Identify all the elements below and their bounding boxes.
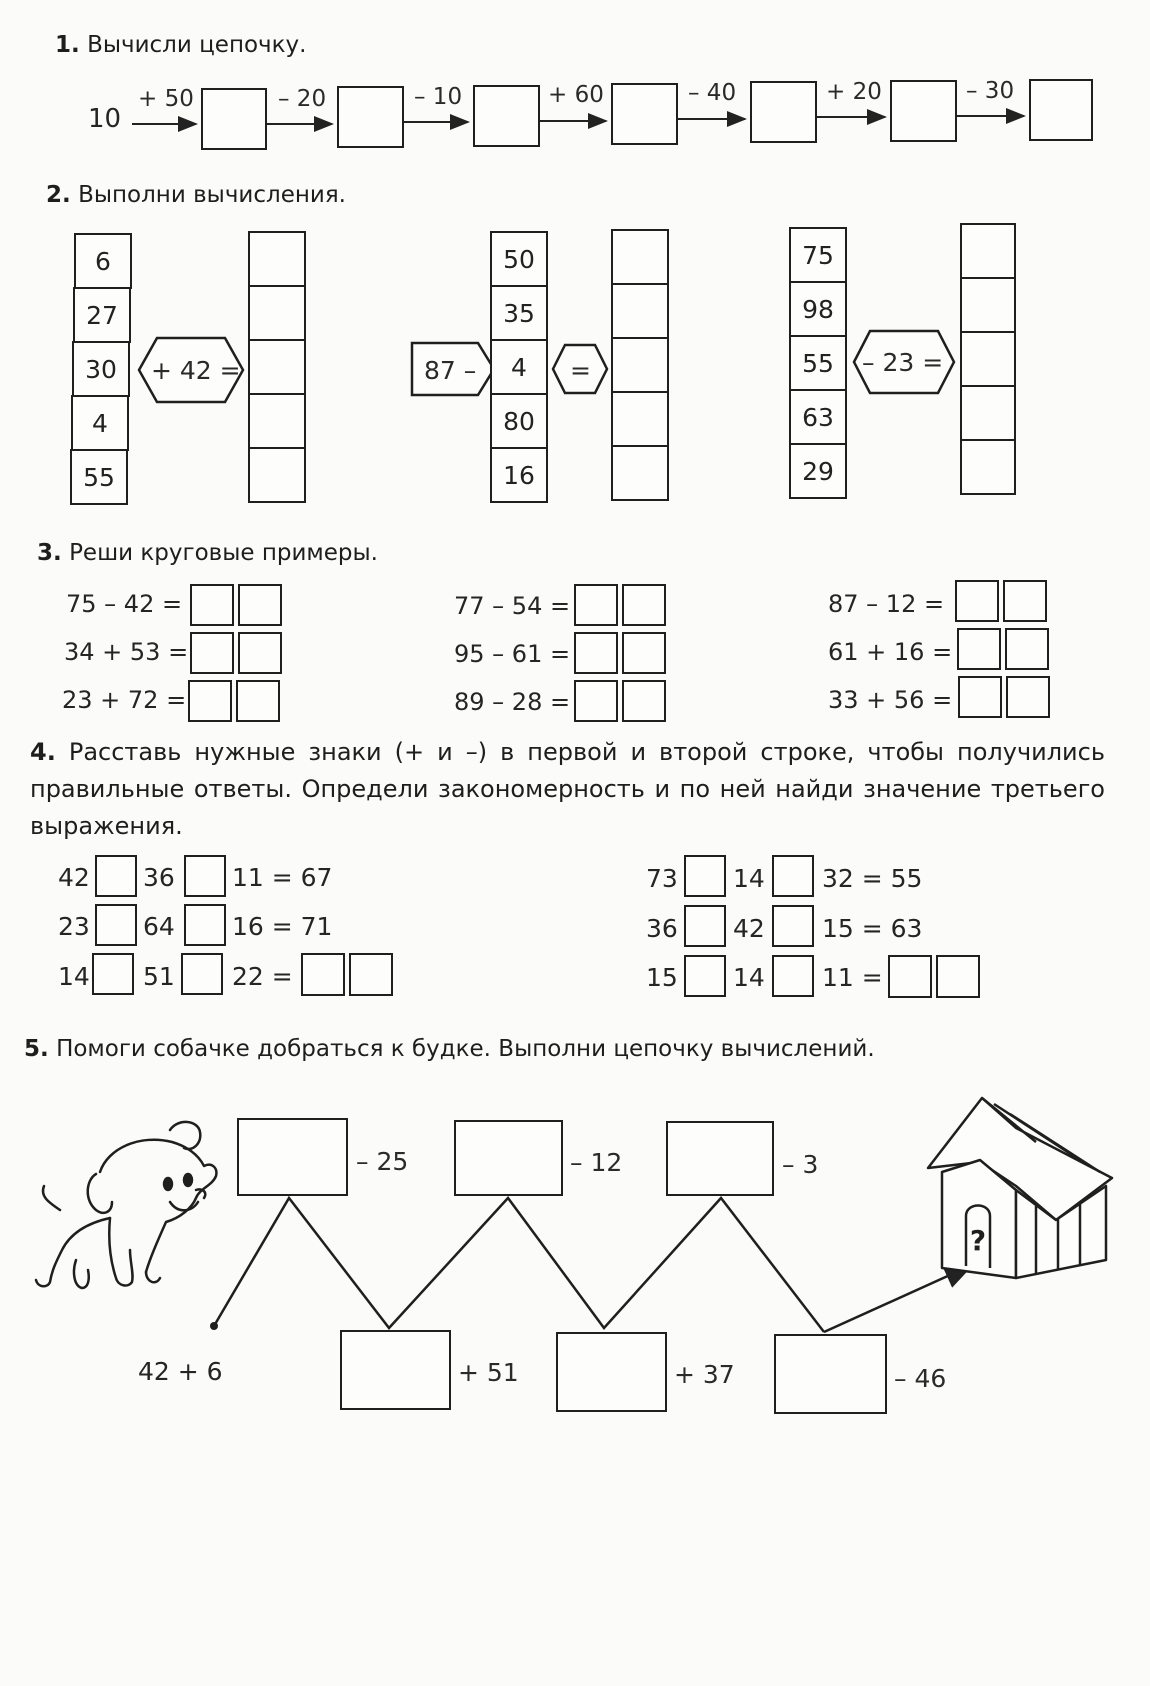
task3-expression: 33 + 56 = (828, 686, 953, 714)
task4-answer-digit-box[interactable] (888, 955, 932, 998)
task4-number-cell: 64 (143, 912, 175, 941)
task2-col1-answer[interactable] (248, 447, 306, 503)
task2-col1-answer[interactable] (248, 393, 306, 449)
task2-title-text: Выполни вычисления. (78, 182, 346, 208)
task3-digit-box[interactable] (574, 680, 618, 722)
task4-number-cell: 51 (143, 962, 175, 991)
task1-answer-box-1[interactable] (201, 88, 267, 150)
task2-col1-answer[interactable] (248, 339, 306, 395)
task3-digit-box[interactable] (236, 680, 280, 722)
task3-digit-box[interactable] (1006, 676, 1050, 718)
task2-col2-cell: 16 (490, 447, 548, 503)
task4-instructions (30, 734, 1105, 845)
task2-col2-answer[interactable] (611, 337, 669, 393)
task2-col2-cell: 4 (490, 339, 548, 395)
task2-col1-answer[interactable] (248, 285, 306, 341)
task1-answer-box-5[interactable] (750, 81, 817, 143)
task2-col2-answer[interactable] (611, 445, 669, 501)
task1-answer-box-3[interactable] (473, 85, 540, 147)
task4-sign-box[interactable] (684, 905, 726, 947)
task5-title (24, 1036, 875, 1062)
task5-title-text: Помоги собачке добраться к будке. Выполни цепочку вычислений. (56, 1036, 875, 1062)
task3-digit-box[interactable] (574, 584, 618, 626)
task1-op-6: + 20 (826, 79, 882, 105)
task2-col1-operator: + 42 = (151, 356, 241, 385)
task2-col3-cell: 75 (789, 227, 847, 283)
task1-answer-box-2[interactable] (337, 86, 404, 148)
task1-answer-box-6[interactable] (890, 80, 957, 142)
doghouse-illustration (928, 1098, 1112, 1278)
task4-number-cell: 42 (733, 914, 765, 943)
task4-sign-box[interactable] (772, 955, 814, 997)
task4-sign-box[interactable] (92, 953, 134, 995)
task2-number: 2. (46, 182, 71, 208)
task3-expression: 75 – 42 = (66, 590, 183, 618)
task2-col3-answer[interactable] (960, 223, 1016, 279)
task5-start-dot (210, 1322, 218, 1330)
task3-expression: 89 – 28 = (454, 688, 571, 716)
task1-answer-box-4[interactable] (611, 83, 678, 145)
task2-col3-operator: – 23 = (862, 348, 944, 377)
task4-sign-box[interactable] (184, 855, 226, 897)
task5-answer-box-bottom-3[interactable] (774, 1334, 887, 1414)
task5-top-op-1: – 25 (356, 1147, 409, 1176)
task1-number: 1. (55, 32, 80, 58)
task2-col2-prefix: 87 – (424, 356, 477, 385)
task4-sign-box[interactable] (684, 955, 726, 997)
task3-digit-box[interactable] (190, 584, 234, 626)
task4-result: 32 = 55 (822, 864, 923, 893)
task3-digit-box[interactable] (574, 632, 618, 674)
task4-sign-box[interactable] (184, 904, 226, 946)
task1-op-1: + 50 (138, 86, 194, 112)
task5-arrow-to-house (824, 1265, 972, 1332)
task1-op-7: – 30 (966, 78, 1015, 104)
task4-answer-digit-box[interactable] (936, 955, 980, 998)
task2-col2-answer[interactable] (611, 283, 669, 339)
task3-digit-box[interactable] (622, 680, 666, 722)
task4-number-cell: 15 (646, 963, 678, 992)
task3-expression: 95 – 61 = (454, 640, 571, 668)
task3-expression: 34 + 53 = (64, 638, 189, 666)
task4-number-cell: 23 (58, 912, 90, 941)
task2-col1-answer[interactable] (248, 231, 306, 287)
task5-bottom-op-3: – 46 (894, 1364, 947, 1393)
task4-sign-box[interactable] (772, 905, 814, 947)
task3-digit-box[interactable] (190, 632, 234, 674)
task4-sign-box[interactable] (181, 953, 223, 995)
task2-col3-cell: 63 (789, 389, 847, 445)
task3-digit-box[interactable] (958, 676, 1002, 718)
task2-col2-answer[interactable] (611, 229, 669, 285)
task5-answer-box-bottom-2[interactable] (556, 1332, 667, 1412)
task3-digit-box[interactable] (238, 632, 282, 674)
task5-top-op-2: – 12 (570, 1148, 623, 1177)
task4-number-cell: 14 (733, 963, 765, 992)
task3-title (37, 540, 378, 566)
task5-bottom-op-2: + 37 (674, 1360, 735, 1389)
task3-expression: 23 + 72 = (62, 686, 187, 714)
task5-start-expression: 42 + 6 (138, 1357, 223, 1386)
task4-answer-digit-box[interactable] (349, 953, 393, 996)
task2-col3-answer[interactable] (960, 439, 1016, 495)
task1-op-3: – 10 (414, 84, 463, 110)
task2-col2-answer[interactable] (611, 391, 669, 447)
task2-col2-operator: = (570, 356, 591, 385)
task4-number-cell: 36 (646, 914, 678, 943)
task4-result: 15 = 63 (822, 914, 923, 943)
task1-op-4: + 60 (548, 82, 604, 108)
task4-text: Расставь нужные знаки (+ и –) в первой и второй строке, чтобы получились правильные ответы. Определи закономерность и по ней найди значение третьего выражения. (30, 738, 1105, 840)
task1-op-2: – 20 (278, 86, 327, 112)
task4-result-label: 11 = (822, 963, 883, 992)
task1-op-5: – 40 (688, 80, 737, 106)
task3-digit-box[interactable] (1005, 628, 1049, 670)
task4-result: 11 = 67 (232, 863, 333, 892)
task4-sign-box[interactable] (95, 904, 137, 946)
task3-number: 3. (37, 540, 62, 566)
task3-digit-box[interactable] (238, 584, 282, 626)
dog-illustration (36, 1122, 216, 1288)
task3-expression: 77 – 54 = (454, 592, 571, 620)
task2-col3-cell: 98 (789, 281, 847, 337)
task2-title (46, 182, 346, 208)
task3-digit-box[interactable] (622, 584, 666, 626)
task3-digit-box[interactable] (955, 580, 999, 622)
task1-answer-box-7[interactable] (1029, 79, 1093, 141)
task5-number: 5. (24, 1036, 49, 1062)
task4-answer-digit-box[interactable] (301, 953, 345, 996)
task2-col3-answer[interactable] (960, 385, 1016, 441)
doghouse-question-mark: ? (969, 1224, 987, 1257)
task2-col2-cell: 80 (490, 393, 548, 449)
task2-col2-cell: 50 (490, 231, 548, 287)
task2-col1-cell: 27 (73, 287, 131, 343)
task3-expression: 87 – 12 = (828, 590, 945, 618)
task5-bottom-op-1: + 51 (458, 1358, 519, 1387)
task5-answer-box-top-3[interactable] (666, 1121, 774, 1196)
task4-number-cell: 73 (646, 864, 678, 893)
task4-result: 16 = 71 (232, 912, 333, 941)
task2-col1-cell: 30 (72, 341, 130, 397)
task2-col1-cell: 4 (71, 395, 129, 451)
task2-col1-cell: 55 (70, 449, 128, 505)
task2-col2-cell: 35 (490, 285, 548, 341)
task2-col3-answer[interactable] (960, 277, 1016, 333)
task5-zigzag-path (214, 1198, 824, 1332)
task5-answer-box-top-1[interactable] (237, 1118, 348, 1196)
task5-answer-box-top-2[interactable] (454, 1120, 563, 1196)
task3-digit-box[interactable] (188, 680, 232, 722)
task4-sign-box[interactable] (772, 855, 814, 897)
task3-digit-box[interactable] (1003, 580, 1047, 622)
task3-digit-box[interactable] (622, 632, 666, 674)
task4-number: 4. (30, 738, 56, 766)
task4-number-cell: 36 (143, 863, 175, 892)
task3-expression: 61 + 16 = (828, 638, 953, 666)
task3-digit-box[interactable] (957, 628, 1001, 670)
task1-start-value: 10 (88, 104, 122, 134)
task2-col3-cell: 29 (789, 443, 847, 499)
task2-col3-cell: 55 (789, 335, 847, 391)
task4-sign-box[interactable] (684, 855, 726, 897)
task4-sign-box[interactable] (95, 855, 137, 897)
task2-col1-cell: 6 (74, 233, 132, 289)
task4-number-cell: 42 (58, 863, 90, 892)
task4-number-cell: 14 (58, 962, 90, 991)
task4-number-cell: 14 (733, 864, 765, 893)
task2-col3-answer[interactable] (960, 331, 1016, 387)
task3-title-text: Реши круговые примеры. (69, 540, 378, 566)
task1-title-text: Вычисли цепочку. (87, 32, 307, 58)
task4-result-label: 22 = (232, 962, 293, 991)
task5-top-op-3: – 3 (782, 1150, 819, 1179)
task5-answer-box-bottom-1[interactable] (340, 1330, 451, 1410)
